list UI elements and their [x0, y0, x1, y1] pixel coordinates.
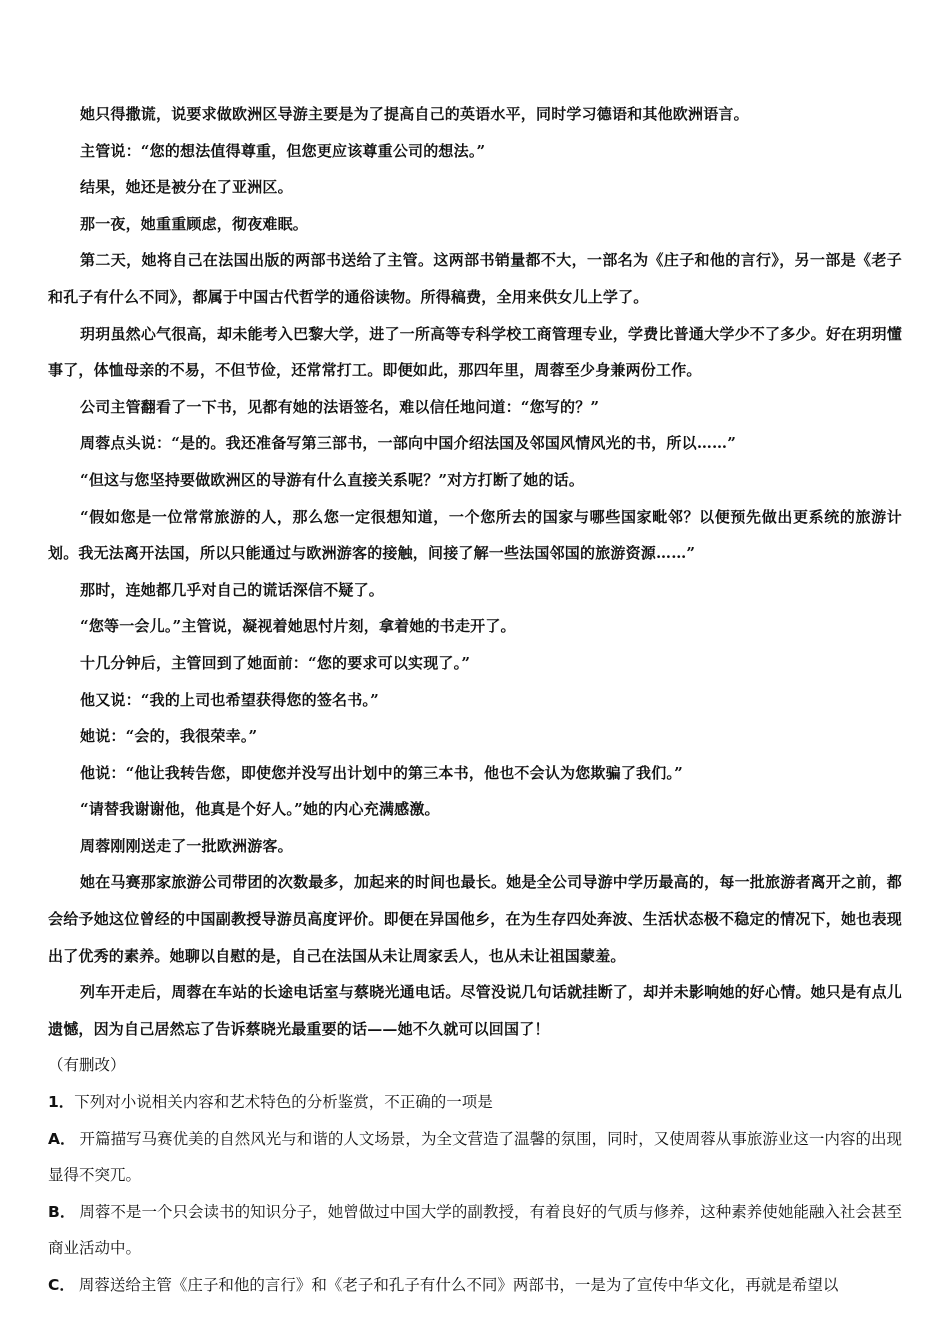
story-paragraph: 主管说：“您的想法值得尊重，但您更应该尊重公司的想法。” — [80, 141, 486, 160]
story-paragraph: 他说：“他让我转告您，即使您并没写出计划中的第三本书，他也不会认为您欺骗了我们。” — [80, 763, 683, 782]
question-stem — [48, 1084, 902, 1121]
option-text: 周蓉送给主管《庄子和他的言行》和《老子和孔子有什么不同》两部书，一是为了宣传中华文化，再就是希望以 — [78, 1276, 839, 1294]
option-c — [48, 1267, 902, 1304]
story-paragraph: 玥玥虽然心气很高，却未能考入巴黎大学，进了一所高等专科学校工商管理专业，学费比普通大学少不了多少。好在玥玥懂事了，体恤母亲的不易，不但节俭，还常常打工。即便如此，那四年里，周蓉至少身兼两份工作。 — [48, 324, 902, 380]
story-paragraph: 那一夜，她重重顾虑，彻夜难眠。 — [80, 214, 309, 233]
story-paragraph: 她只得撒谎，说要求做欧洲区导游主要是为了提高自己的英语水平，同时学习德语和其他欧洲语言。 — [80, 105, 749, 123]
option-letter: A． — [48, 1129, 76, 1148]
story-paragraph: 周蓉点头说：“是的。我还准备写第三部书，一部向中国介绍法国及邻国风情风光的书，所以……” — [80, 434, 737, 453]
story-paragraph: 她在马赛那家旅游公司带团的次数最多，加起来的时间也最长。她是全公司导游中学历最高的，每一批旅游者离开之前，都会给予她这位曾经的中国副教授导游员高度评价。即便在异国他乡，在为生存四处奔波、生活状态极不稳定的情况下，她也表现出了优秀的素养。她聊以自慰的是，自己在法国从未让周家丢人，也从未让祖国蒙羞。 — [48, 873, 902, 965]
option-a — [48, 1121, 902, 1194]
edit-note: （有删改） — [48, 1056, 126, 1075]
option-text: 开篇描写马赛优美的自然风光与和谐的人文场景，为全文营造了温馨的氛围，同时，又使周蓉从事旅游业这一内容的出现显得不突兀。 — [48, 1129, 902, 1185]
story-paragraph: “您等一会儿。”主管说，凝视着她思忖片刻，拿着她的书走开了。 — [80, 617, 516, 636]
story-paragraph: 他又说：“我的上司也希望获得您的签名书。” — [80, 690, 379, 709]
question-block — [48, 1084, 902, 1304]
question-number: 1． — [48, 1093, 75, 1112]
option-letter: B． — [48, 1202, 76, 1221]
story-paragraph: 结果，她还是被分在了亚洲区。 — [80, 178, 293, 197]
story-paragraph: “但这与您坚持要做欧洲区的导游有什么直接关系呢？”对方打断了她的话。 — [80, 470, 585, 489]
story-paragraph: 她说：“会的，我很荣幸。” — [80, 727, 258, 746]
story-paragraph: 第二天，她将自己在法国出版的两部书送给了主管。这两部书销量都不大，一部名为《庄子和他的言行》，另一部是《老子和孔子有什么不同》，都属于中国古代哲学的通俗读物。所得稿费，全用来供女儿上学了。 — [48, 251, 902, 306]
question-stem-text: 下列对小说相关内容和艺术特色的分析鉴赏，不正确的一项是 — [74, 1093, 493, 1112]
story-paragraph: 列车开走后，周蓉在车站的长途电话室与蔡晓光通电话。尽管没说几句话就挂断了，却并未影响她的好心情。她只是有点儿遗憾，因为自己居然忘了告诉蔡晓光最重要的话——她不久就可以回国了！ — [48, 983, 902, 1038]
story-paragraph: 那时，连她都几乎对自己的谎话深信不疑了。 — [80, 580, 385, 599]
story-body — [48, 96, 902, 1047]
story-paragraph: “假如您是一位常常旅游的人，那么您一定很想知道，一个您所去的国家与哪些国家毗邻？以便预先做出更系统的旅游计划。我无法离开法国，所以只能通过与欧洲游客的接触，间接了解一些法国邻国的旅游资源……” — [48, 507, 902, 563]
story-paragraph: 公司主管翻看了一下书，见都有她的法语签名，难以信任地问道：“您写的？” — [80, 397, 600, 416]
story-paragraph: 周蓉刚刚送走了一批欧洲游客。 — [80, 836, 293, 855]
option-letter: C． — [48, 1276, 75, 1294]
story-paragraph: 十几分钟后，主管回到了她面前：“您的要求可以实现了。” — [80, 653, 471, 672]
story-paragraph: “请替我谢谢他，他真是个好人。”她的内心充满感激。 — [80, 800, 440, 819]
option-b — [48, 1194, 902, 1267]
option-text: 周蓉不是一个只会读书的知识分子，她曾做过中国大学的副教授，有着良好的气质与修养，这种素养使她能融入社会甚至商业活动中。 — [48, 1202, 902, 1258]
